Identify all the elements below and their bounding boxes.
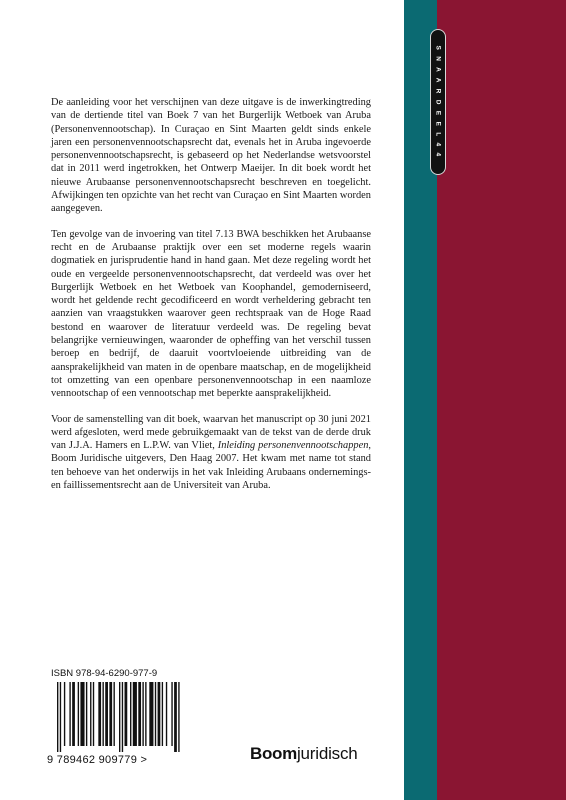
barcode-bar: [133, 682, 137, 746]
barcode-bar: [145, 682, 146, 746]
publisher-logo-part2: juridisch: [296, 744, 358, 763]
barcode-bar: [64, 682, 65, 746]
barcode-bar: [72, 682, 75, 746]
barcode-bar: [155, 682, 156, 746]
barcode-bar: [119, 682, 120, 752]
barcode-bar: [138, 682, 141, 746]
barcode-bar: [122, 682, 123, 752]
barcode-bar: [90, 682, 91, 746]
series-label: S N A A R D E E L 4 4: [434, 45, 442, 159]
barcode-bar: [80, 682, 84, 746]
barcode-bar: [69, 682, 70, 746]
series-label-pill: [430, 29, 446, 175]
paragraph-3-after: , Boom Juridische uitgevers, Den Haag 2007. Het kwam met name tot stand ten behoeve van het onderwijs in het vak Inleiding Arubaans ondernemings- en faillissementsrecht aan de Universiteit van Aruba.: [51, 440, 372, 492]
paragraph-3: [51, 413, 371, 493]
barcode-bar: [178, 682, 179, 752]
isbn-label: ISBN 978-94-6290-977-9: [51, 668, 158, 679]
barcode-bar: [162, 682, 163, 746]
paragraph-1: De aanleiding voor het verschijnen van deze uitgave is de inwerkingtreding van de dertiende titel van Boek 7 van het Burgerlijk Wetboek van Aruba (Personenvennootschap). In Curaçao en Sint Maarten geldt sinds enkele jaren een personenvennootschapsrecht dat, evenals het in Aruba ingevoerde personenvennootschapsrecht, is gebaseerd op het Nederlandse wetsvoorstel dat in 2011 werd ingetrokken, het Ontwerp Maeijer. In dit boek wordt het nieuwe Arubaanse personenvennootschapsrecht beschreven en toegelicht. Afwijkingen ten opzichte van het recht van Curaçao en Sint Maarten worden aangegeven.: [51, 97, 371, 215]
barcode-bar: [142, 682, 143, 746]
barcode-bar: [109, 682, 112, 746]
book-title-italic: Inleiding personenvennootschappen: [217, 440, 369, 452]
barcode-bar: [130, 682, 131, 746]
barcode-bar: [125, 682, 128, 746]
spine-maroon-band: [434, 0, 566, 800]
blurb-text: [51, 96, 371, 504]
barcode-bar: [105, 682, 108, 746]
barcode-bar: [174, 682, 177, 752]
paragraph-3-before: Voor de samenstelling van dit boek, waarvan het manuscript op 30 juni 2021 werd afgesloten, werd mede gebruikgemaakt van de tekst van de derde druk van J.J.A. Hamers en L.P.W. van Vliet,: [51, 413, 371, 452]
barcode-image: [57, 682, 181, 752]
barcode-bar: [57, 682, 58, 752]
paragraph-2: Ten gevolge van de invoering van titel 7.13 BWA beschikken het Arubaanse recht en de Arubaanse praktijk over een set moderne regels waarin dogmatiek en jurisprudentie hand in hand gaan. Met deze regeling wordt het oude en vergeelde personenvennootschapsrecht, dat verdeeld was over het Burgerlijk Wetboek en het Wetboek van Koophandel, gemoderniseerd, wordt het geldende recht gecodificeerd en wordt verheldering gebracht ten aanzien van vraagstukken waarover geen rechtspraak van de Hoge Raad bestond en waarover de literatuur verdeeld was. De regeling bevat belangrijke vernieuwingen, waaronder de opheffing van het verschil tussen beroep en bedrijf, de daaruit voortvloeiende uitbreiding van de aansprakelijkheid van maten in de openbare maatschap, en de mogelijkheid tot omzetting van een openbare personenvennootschap in een naamloze vennootschap of een vennootschap met beperkte aansprakelijkheid.: [51, 228, 371, 400]
isbn-digits: 9 789462 909779 >: [47, 754, 148, 766]
barcode-bar: [149, 682, 153, 746]
barcode-bar: [98, 682, 101, 746]
barcode-bar: [171, 682, 172, 746]
barcode-bar: [60, 682, 61, 752]
barcode-bar: [166, 682, 167, 746]
publisher-logo: [250, 744, 358, 764]
barcode-bar: [93, 682, 94, 746]
barcode-bar: [78, 682, 79, 746]
barcode-bar: [113, 682, 114, 746]
barcode-bar: [102, 682, 103, 746]
barcode-bar: [158, 682, 161, 746]
barcode-bar: [86, 682, 87, 746]
publisher-logo-part1: Boom: [250, 744, 297, 763]
